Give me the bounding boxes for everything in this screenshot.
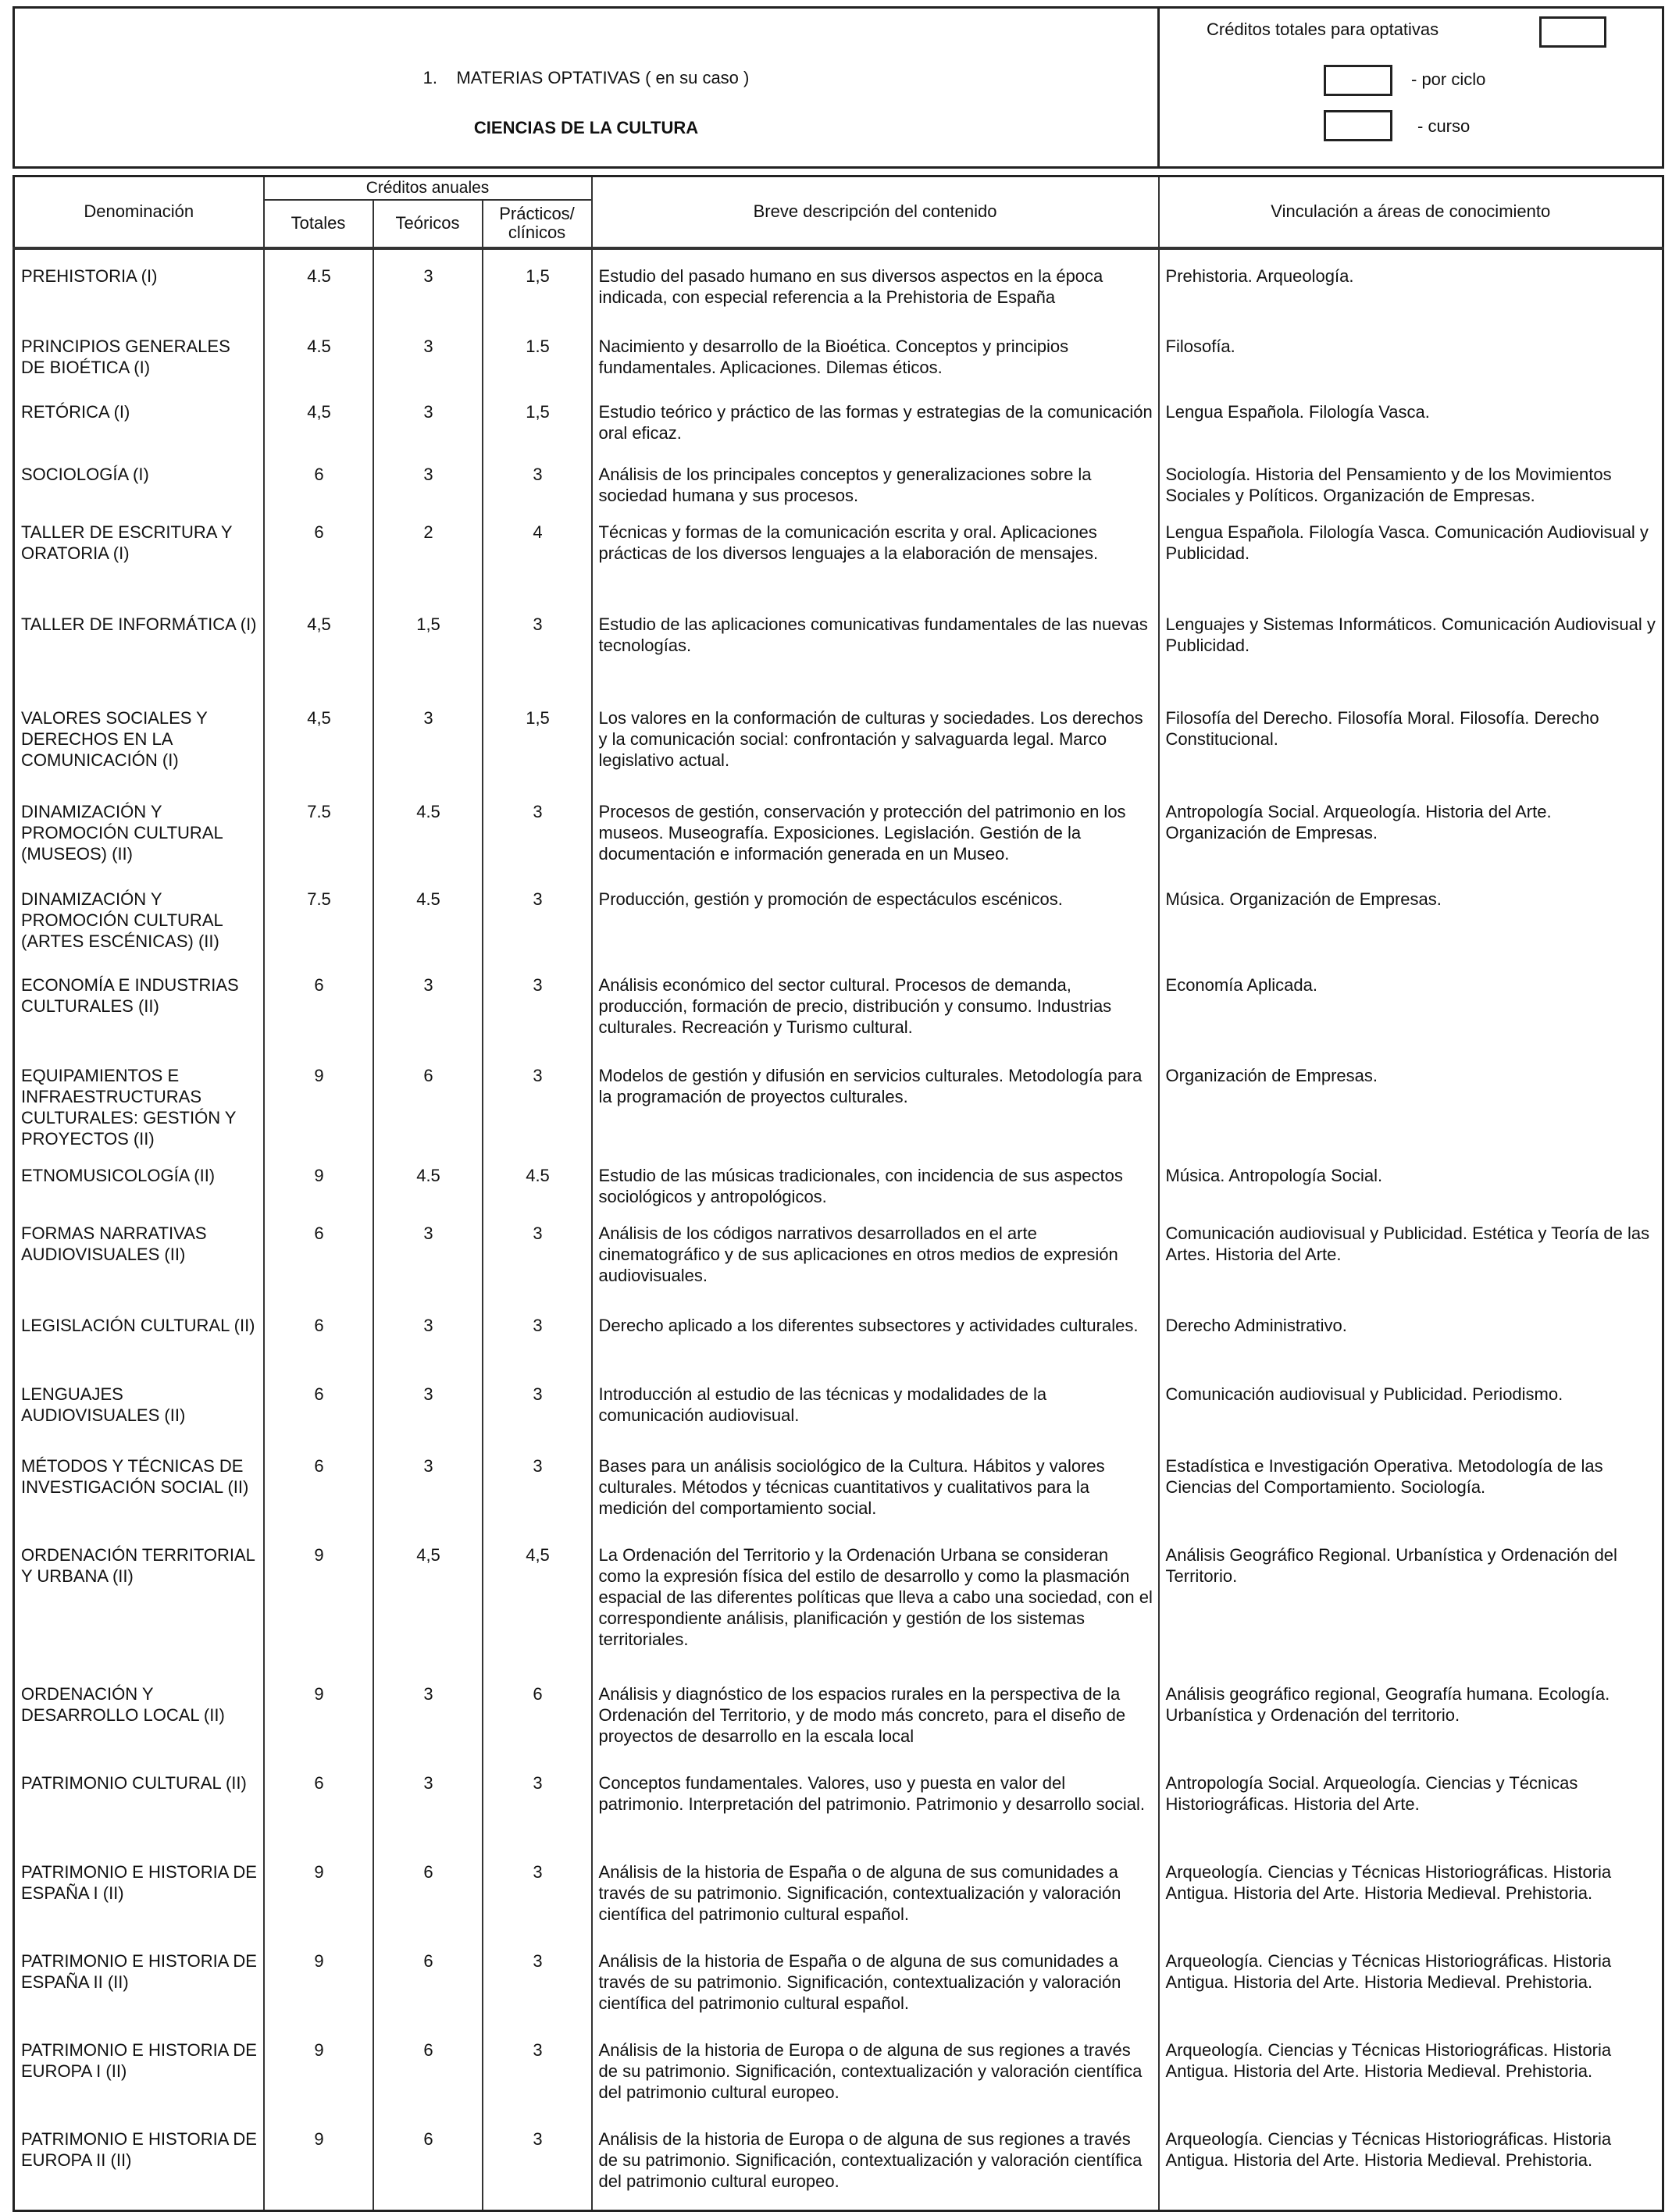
knowledge-areas: Arqueología. Ciencias y Técnicas Historiográficas. Historia Antigua. Historia del Arte. Historia Medieval. Prehistoria. (1159, 2029, 1663, 2118)
col-teoricos: Teóricos (373, 200, 483, 248)
knowledge-areas: Filosofía. (1159, 325, 1663, 390)
creditos-teoricos: 4.5 (373, 878, 483, 964)
table-row (14, 790, 1663, 878)
table-row (14, 964, 1663, 1054)
subject-name: PATRIMONIO E HISTORIA DE EUROPA I (II) (14, 2029, 264, 2118)
subject-name: TALLER DE INFORMÁTICA (I) (14, 603, 264, 696)
creditos-totales: 4,5 (264, 390, 373, 453)
table-row (14, 248, 1663, 325)
subject-name: FORMAS NARRATIVAS AUDIOVISUALES (II) (14, 1212, 264, 1304)
creditos-totales: 9 (264, 1850, 373, 1940)
table-row (14, 1533, 1663, 1672)
creditos-totales: 9 (264, 1672, 373, 1761)
knowledge-areas: Música. Organización de Empresas. (1159, 878, 1663, 964)
table-row (14, 2118, 1663, 2211)
table-row (14, 1850, 1663, 1940)
subject-description: Los valores en la conformación de culturas y sociedades. Los derechos y la comunicación social: confrontación y salvaguarda legal. Marco legislativo actual. (592, 696, 1159, 790)
creditos-totales: 6 (264, 1373, 373, 1444)
curso-box (1324, 110, 1392, 141)
creditos-practicos: 3 (483, 1373, 592, 1444)
subject-name: RETÓRICA (I) (14, 390, 264, 453)
table-row (14, 603, 1663, 696)
creditos-teoricos: 1,5 (373, 603, 483, 696)
creditos-practicos: 3 (483, 1850, 592, 1940)
header-title-cell (14, 8, 1159, 168)
creditos-practicos: 3 (483, 453, 592, 511)
table-row (14, 1444, 1663, 1533)
creditos-practicos: 4,5 (483, 1533, 592, 1672)
col-vinculacion: Vinculación a áreas de conocimiento (1159, 176, 1663, 248)
subject-description: Análisis de los principales conceptos y generalizaciones sobre la sociedad humana y sus procesos. (592, 453, 1159, 511)
creditos-totales: 6 (264, 1444, 373, 1533)
table-row (14, 878, 1663, 964)
knowledge-areas: Antropología Social. Arqueología. Ciencias y Técnicas Historiográficas. Historia del Arte. (1159, 1761, 1663, 1850)
knowledge-areas: Lengua Española. Filología Vasca. (1159, 390, 1663, 453)
table-row (14, 1154, 1663, 1212)
knowledge-areas: Música. Antropología Social. (1159, 1154, 1663, 1212)
creditos-teoricos: 3 (373, 1761, 483, 1850)
creditos-totales: 9 (264, 2029, 373, 2118)
subject-name: ETNOMUSICOLOGÍA (II) (14, 1154, 264, 1212)
col-practicos: Prácticos/ clínicos (483, 200, 592, 248)
creditos-teoricos: 3 (373, 1373, 483, 1444)
section-title-text: MATERIAS OPTATIVAS ( en su caso ) (456, 68, 750, 87)
creditos-teoricos: 3 (373, 1212, 483, 1304)
creditos-practicos: 3 (483, 1940, 592, 2029)
creditos-totales: 7.5 (264, 790, 373, 878)
creditos-teoricos: 6 (373, 1940, 483, 2029)
creditos-practicos: 3 (483, 1054, 592, 1154)
creditos-teoricos: 4.5 (373, 790, 483, 878)
creditos-practicos: 3 (483, 603, 592, 696)
subject-name: DINAMIZACIÓN Y PROMOCIÓN CULTURAL (ARTES ESCÉNICAS) (II) (14, 878, 264, 964)
table-row (14, 1761, 1663, 1850)
por-ciclo-box (1324, 65, 1392, 96)
creditos-practicos: 3 (483, 1212, 592, 1304)
creditos-practicos: 3 (483, 878, 592, 964)
creditos-practicos: 3 (483, 964, 592, 1054)
table-row (14, 1054, 1663, 1154)
creditos-totales: 4.5 (264, 248, 373, 325)
creditos-teoricos: 3 (373, 390, 483, 453)
creditos-practicos: 3 (483, 2118, 592, 2211)
subject-name: PRINCIPIOS GENERALES DE BIOÉTICA (I) (14, 325, 264, 390)
header-table (12, 6, 1664, 169)
knowledge-areas: Comunicación audiovisual y Publicidad. Estética y Teoría de las Artes. Historia del Arte. (1159, 1212, 1663, 1304)
creditos-practicos: 1.5 (483, 325, 592, 390)
subject-name: ORDENACIÓN Y DESARROLLO LOCAL (II) (14, 1672, 264, 1761)
subject-description: Procesos de gestión, conservación y protección del patrimonio en los museos. Museografía. Exposiciones. Legislación. Gestión de la documentación e información generada en un Museo. (592, 790, 1159, 878)
header-credits-cell (1159, 8, 1663, 168)
knowledge-areas: Antropología Social. Arqueología. Historia del Arte. Organización de Empresas. (1159, 790, 1663, 878)
section-title (15, 68, 1157, 88)
subject-description: Estudio de las aplicaciones comunicativas fundamentales de las nuevas tecnologías. (592, 603, 1159, 696)
subjects-table (12, 175, 1664, 2212)
subject-description: Análisis y diagnóstico de los espacios rurales en la perspectiva de la Ordenación del Territorio, y de modo más concreto, para el diseño de proyectos de desarrollo en la escala local (592, 1672, 1159, 1761)
subject-description: Análisis económico del sector cultural. Procesos de demanda, producción, formación de precio, distribución y consumo. Industrias culturales. Recreación y Turismo cultural. (592, 964, 1159, 1054)
curso-label: - curso (1417, 116, 1471, 136)
subject-description: Estudio de las músicas tradicionales, con incidencia de sus aspectos sociológicos y antropológicos. (592, 1154, 1159, 1212)
subject-name: PATRIMONIO E HISTORIA DE EUROPA II (II) (14, 2118, 264, 2211)
creditos-practicos: 3 (483, 790, 592, 878)
subject-description: Análisis de la historia de España o de alguna de sus comunidades a través de su patrimonio. Significación, contextualización y valoración científica del patrimonio cultural español. (592, 1850, 1159, 1940)
subject-name: PATRIMONIO E HISTORIA DE ESPAÑA I (II) (14, 1850, 264, 1940)
subject-description: Conceptos fundamentales. Valores, uso y puesta en valor del patrimonio. Interpretación del patrimonio. Patrimonio y desarrollo social. (592, 1761, 1159, 1850)
creditos-totales: 4,5 (264, 696, 373, 790)
subject-description: Introducción al estudio de las técnicas y modalidades de la comunicación audiovisual. (592, 1373, 1159, 1444)
subject-description: Bases para un análisis sociológico de la Cultura. Hábitos y valores culturales. Métodos y técnicas cuantitativos y cualitativos para la medición del comportamiento social. (592, 1444, 1159, 1533)
knowledge-areas: Arqueología. Ciencias y Técnicas Historiográficas. Historia Antigua. Historia del Arte. Historia Medieval. Prehistoria. (1159, 2118, 1663, 2211)
subject-description: Derecho aplicado a los diferentes subsectores y actividades culturales. (592, 1304, 1159, 1373)
table-row (14, 696, 1663, 790)
subject-description: Análisis de la historia de Europa o de alguna de sus regiones a través de su patrimonio. Significación, contextualización y valoración científica del patrimonio cultural europeo. (592, 2029, 1159, 2118)
subject-name: LENGUAJES AUDIOVISUALES (II) (14, 1373, 264, 1444)
creditos-totales: 6 (264, 511, 373, 603)
table-row (14, 453, 1663, 511)
section-number: 1. (422, 68, 437, 87)
creditos-teoricos: 6 (373, 2029, 483, 2118)
subject-name: PREHISTORIA (I) (14, 248, 264, 325)
creditos-totales: 9 (264, 2118, 373, 2211)
table-row (14, 1373, 1663, 1444)
knowledge-areas: Economía Aplicada. (1159, 964, 1663, 1054)
creditos-totales: 6 (264, 964, 373, 1054)
knowledge-areas: Arqueología. Ciencias y Técnicas Historiográficas. Historia Antigua. Historia del Arte. Historia Medieval. Prehistoria. (1159, 1940, 1663, 2029)
knowledge-areas: Arqueología. Ciencias y Técnicas Historiográficas. Historia Antigua. Historia del Arte. Historia Medieval. Prehistoria. (1159, 1850, 1663, 1940)
subject-name: SOCIOLOGÍA (I) (14, 453, 264, 511)
creditos-totales: 6 (264, 1761, 373, 1850)
col-totales: Totales (264, 200, 373, 248)
creditos-totales: 9 (264, 1533, 373, 1672)
creditos-teoricos: 3 (373, 1444, 483, 1533)
creditos-totales: 9 (264, 1054, 373, 1154)
col-denominacion: Denominación (14, 176, 264, 248)
creditos-totales: 6 (264, 453, 373, 511)
creditos-totales-label: Créditos totales para optativas (1207, 20, 1439, 39)
knowledge-areas: Análisis Geográfico Regional. Urbanística y Ordenación del Territorio. (1159, 1533, 1663, 1672)
por-ciclo-label: - por ciclo (1411, 69, 1486, 89)
creditos-teoricos: 3 (373, 248, 483, 325)
creditos-practicos: 1,5 (483, 390, 592, 453)
subject-name: MÉTODOS Y TÉCNICAS DE INVESTIGACIÓN SOCIAL (II) (14, 1444, 264, 1533)
creditos-practicos: 3 (483, 1304, 592, 1373)
creditos-teoricos: 3 (373, 1672, 483, 1761)
creditos-practicos: 3 (483, 2029, 592, 2118)
table-row (14, 511, 1663, 603)
section-subtitle: CIENCIAS DE LA CULTURA (473, 118, 699, 137)
document-page (12, 6, 1662, 2200)
creditos-practicos: 3 (483, 1761, 592, 1850)
table-row (14, 1940, 1663, 2029)
creditos-teoricos: 3 (373, 453, 483, 511)
knowledge-areas: Lenguajes y Sistemas Informáticos. Comunicación Audiovisual y Publicidad. (1159, 603, 1663, 696)
creditos-teoricos: 6 (373, 1850, 483, 1940)
creditos-teoricos: 6 (373, 1054, 483, 1154)
subject-name: LEGISLACIÓN CULTURAL (II) (14, 1304, 264, 1373)
subject-name: ECONOMÍA E INDUSTRIAS CULTURALES (II) (14, 964, 264, 1054)
subject-description: Nacimiento y desarrollo de la Bioética. Conceptos y principios fundamentales. Aplicaciones. Dilemas éticos. (592, 325, 1159, 390)
knowledge-areas: Sociología. Historia del Pensamiento y de los Movimientos Sociales y Políticos. Organización de Empresas. (1159, 453, 1663, 511)
table-row (14, 1672, 1663, 1761)
knowledge-areas: Filosofía del Derecho. Filosofía Moral. Filosofía. Derecho Constitucional. (1159, 696, 1663, 790)
subject-name: ORDENACIÓN TERRITORIAL Y URBANA (II) (14, 1533, 264, 1672)
creditos-totales: 9 (264, 1154, 373, 1212)
creditos-practicos: 3 (483, 1444, 592, 1533)
table-row (14, 1212, 1663, 1304)
creditos-teoricos: 3 (373, 964, 483, 1054)
table-row (14, 1304, 1663, 1373)
knowledge-areas: Derecho Administrativo. (1159, 1304, 1663, 1373)
subject-description: Análisis de la historia de España o de alguna de sus comunidades a través de su patrimonio. Significación, contextualización y valoración científica del patrimonio cultural español. (592, 1940, 1159, 2029)
subject-name: PATRIMONIO CULTURAL (II) (14, 1761, 264, 1850)
creditos-teoricos: 4,5 (373, 1533, 483, 1672)
creditos-totales: 6 (264, 1212, 373, 1304)
knowledge-areas: Lengua Española. Filología Vasca. Comunicación Audiovisual y Publicidad. (1159, 511, 1663, 603)
creditos-teoricos: 6 (373, 2118, 483, 2211)
creditos-totales-box (1539, 16, 1606, 48)
subject-name: DINAMIZACIÓN Y PROMOCIÓN CULTURAL (MUSEOS) (II) (14, 790, 264, 878)
subject-description: La Ordenación del Territorio y la Ordenación Urbana se consideran como la expresión física del estilo de desarrollo y como la plasmación espacial de las diferentes políticas que lleva a cabo una sociedad, con el correspondiente análisis, planificación y gestión de los sistemas territoriales. (592, 1533, 1159, 1672)
creditos-totales: 4,5 (264, 603, 373, 696)
subject-name: PATRIMONIO E HISTORIA DE ESPAÑA II (II) (14, 1940, 264, 2029)
subject-description: Técnicas y formas de la comunicación escrita y oral. Aplicaciones prácticas de los diversos lenguajes a la elaboración de mensajes. (592, 511, 1159, 603)
table-row (14, 2029, 1663, 2118)
table-row (14, 325, 1663, 390)
knowledge-areas: Análisis geográfico regional, Geografía humana. Ecología. Urbanística y Ordenación del territorio. (1159, 1672, 1663, 1761)
creditos-practicos: 4.5 (483, 1154, 592, 1212)
knowledge-areas: Estadística e Investigación Operativa. Metodología de las Ciencias del Comportamiento. Sociología. (1159, 1444, 1663, 1533)
subjects-table-body (14, 248, 1663, 2211)
creditos-totales: 4.5 (264, 325, 373, 390)
creditos-totales: 6 (264, 1304, 373, 1373)
creditos-teoricos: 4.5 (373, 1154, 483, 1212)
creditos-totales: 7.5 (264, 878, 373, 964)
creditos-practicos: 1,5 (483, 248, 592, 325)
creditos-teoricos: 3 (373, 696, 483, 790)
col-descripcion: Breve descripción del contenido (592, 176, 1159, 248)
subject-description: Estudio teórico y práctico de las formas y estrategias de la comunicación oral eficaz. (592, 390, 1159, 453)
subject-name: TALLER DE ESCRITURA Y ORATORIA (I) (14, 511, 264, 603)
knowledge-areas: Organización de Empresas. (1159, 1054, 1663, 1154)
subject-name: EQUIPAMIENTOS E INFRAESTRUCTURAS CULTURALES: GESTIÓN Y PROYECTOS (II) (14, 1054, 264, 1154)
creditos-totales: 9 (264, 1940, 373, 2029)
subject-description: Análisis de los códigos narrativos desarrollados en el arte cinematográfico y de sus aplicaciones en otros medios de expresión audiovisuales. (592, 1212, 1159, 1304)
subject-description: Modelos de gestión y difusión en servicios culturales. Metodología para la programación de proyectos culturales. (592, 1054, 1159, 1154)
creditos-teoricos: 3 (373, 1304, 483, 1373)
creditos-practicos: 6 (483, 1672, 592, 1761)
knowledge-areas: Comunicación audiovisual y Publicidad. Periodismo. (1159, 1373, 1663, 1444)
table-row (14, 390, 1663, 453)
subject-description: Estudio del pasado humano en sus diversos aspectos en la época indicada, con especial referencia a la Prehistoria de España (592, 248, 1159, 325)
col-creditos-anuales: Créditos anuales (264, 176, 592, 200)
creditos-teoricos: 2 (373, 511, 483, 603)
creditos-practicos: 1,5 (483, 696, 592, 790)
knowledge-areas: Prehistoria. Arqueología. (1159, 248, 1663, 325)
subject-name: VALORES SOCIALES Y DERECHOS EN LA COMUNICACIÓN (I) (14, 696, 264, 790)
subject-description: Análisis de la historia de Europa o de alguna de sus regiones a través de su patrimonio. Significación, contextualización y valoración científica del patrimonio cultural europeo. (592, 2118, 1159, 2211)
creditos-practicos: 4 (483, 511, 592, 603)
creditos-teoricos: 3 (373, 325, 483, 390)
subject-description: Producción, gestión y promoción de espectáculos escénicos. (592, 878, 1159, 964)
